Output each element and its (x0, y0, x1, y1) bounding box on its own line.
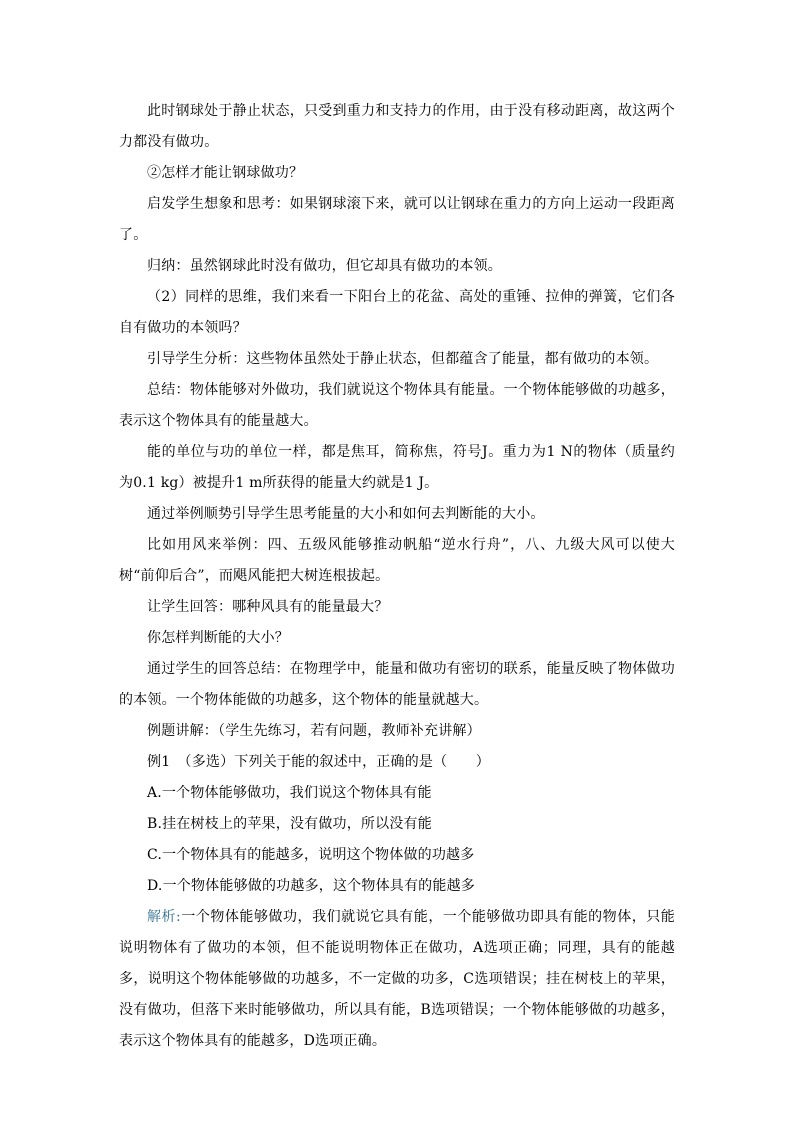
analysis-label: 解析: (147, 909, 181, 925)
document-body (119, 96, 675, 1057)
paragraph-inspire: 启发学生想象和思考：如果钢球滚下来，就可以让钢球在重力的方向上运动一段距离了。 (119, 196, 675, 243)
paragraph-conclusion-energy: 总结：物体能够对外做功，我们就说这个物体具有能量。一个物体能够做的功越多，表示这个物体具有的能量越大。 (119, 382, 675, 429)
paragraph-summary-ability: 归纳：虽然钢球此时没有做功，但它却具有做功的本领。 (147, 258, 502, 274)
paragraph-how-judge: 你怎样判断能的大小？ (147, 630, 289, 646)
paragraph-wind-example: 比如用风来举例：四、五级风能够推动帆船“逆水行舟”，八、九级大风可以使大树“前仰后合”，而飓风能把大树连根拔起。 (119, 537, 675, 584)
analysis-paragraph (119, 902, 675, 1057)
paragraph-static-ball: 此时钢球处于静止状态，只受到重力和支持力的作用，由于没有移动距离，故这两个力都没有做功。 (119, 103, 675, 150)
option-d: D.一个物体能够做的功越多，这个物体具有的能越多 (147, 878, 475, 894)
paragraph-guide-judge: 通过举例顺势引导学生思考能量的大小和如何去判断能的大小。 (147, 506, 545, 522)
paragraph-guide-analysis: 引导学生分析：这些物体虽然处于静止状态，但都蕴含了能量，都有做功的本领。 (147, 351, 659, 367)
paragraph-same-thinking: （2）同样的思维，我们来看一下阳台上的花盆、高处的重锤、拉伸的弹簧，它们各自有做功的本领吗？ (119, 289, 675, 336)
option-b: B.挂在树枝上的苹果，没有做功，所以没有能 (147, 816, 432, 832)
paragraph-example-intro: 例题讲解：（学生先练习，若有问题，教师补充讲解） (147, 723, 481, 739)
paragraph-question-how-work: ②怎样才能让钢球做功？ (147, 165, 304, 181)
paragraph-which-wind: 让学生回答：哪种风具有的能量最大？ (147, 599, 389, 615)
example-question: 例1 （多选）下列关于能的叙述中，正确的是（ ） (147, 754, 490, 770)
option-c: C.一个物体具有的能越多，说明这个物体做的功越多 (147, 847, 475, 863)
paragraph-energy-unit: 能的单位与功的单位一样，都是焦耳，简称焦，符号J。重力为1 N的物体（质量约为0.1 kg）被提升1 m所获得的能量大约就是1 J。 (119, 444, 675, 491)
analysis-text: 一个物体能够做功，我们就说它具有能，一个能够做功即具有能的物体，只能说明物体有了做功的本领，但不能说明物体正在做功，A选项正确；同理，具有的能越多，说明这个物体能够做的功越多，不一定做的功多，C选项错误；挂在树枝上的苹果，没有做功，但落下来时能够做功，所以具有能，B选项错误；一个物体能够做的功越多，表示这个物体具有的能越多，D选项正确。 (119, 909, 675, 1049)
option-a: A.一个物体能够做功，我们说这个物体具有能 (147, 785, 432, 801)
paragraph-answer-summary: 通过学生的回答总结：在物理学中，能量和做功有密切的联系，能量反映了物体做功的本领。一个物体能做的功越多，这个物体的能量就越大。 (119, 661, 675, 708)
